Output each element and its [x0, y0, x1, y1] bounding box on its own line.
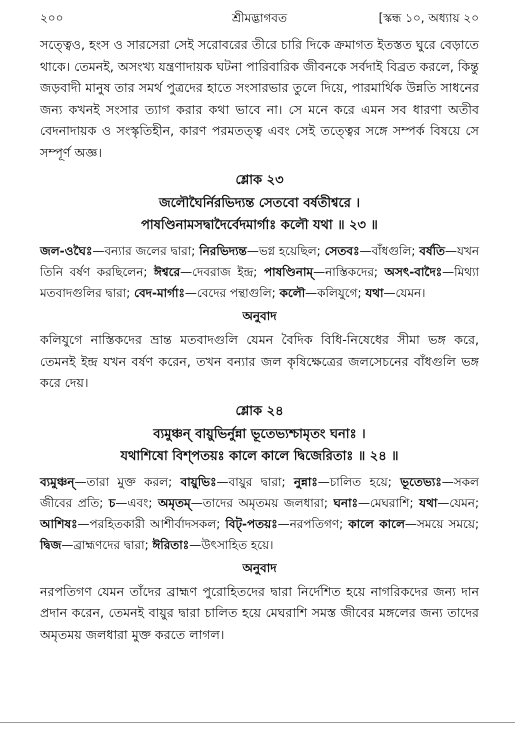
verse-24-number: শ্লোক ২৪ [235, 403, 284, 419]
synonym-meaning: —দেবরাজ ইন্দ্র; [180, 265, 264, 279]
page-number: ২০০ [40, 11, 64, 25]
verse-23-line-2: পাষণ্ডিনামসদ্বাদৈর্বেদমার্গাঃ কলৌ যথা ॥ ২৩ ॥ [141, 218, 378, 233]
synonym-meaning: —মেঘরাশি; [357, 495, 420, 510]
synonym-term: বিট্-পতয়ঃ [225, 516, 278, 531]
synonym-term: অসৎ-বাদৈঃ [384, 265, 443, 279]
synonym-meaning: —নরপতিগণ; [277, 516, 349, 531]
page-bottom-rule [0, 722, 515, 723]
synonym-meaning: —যখন তিনি বর্ষণ করছিলেন; [40, 244, 479, 279]
synonym-term: বেদ-মার্গাঃ [134, 286, 185, 300]
verse-23-line-1: জলৌঘৈর্নিরভিদ্যন্ত সেতবো বর্ষতীশ্বরে । [158, 196, 361, 211]
synonym-meaning: —বন্যার জলের দ্বারা; [92, 244, 200, 258]
synonym-meaning: —উৎসাহিত হয়ে। [189, 537, 274, 552]
synonym-meaning: —সকল জীবের প্রতি; [40, 474, 479, 510]
synonym-term: আশিষঃ [40, 516, 78, 531]
synonym-term: সেতবঃ [324, 244, 360, 258]
synonym-meaning: —পরহিতকারী আশীর্বাদসকল; [77, 516, 226, 531]
running-header [40, 6, 479, 28]
synonym-meaning: —কলিযুগে; [305, 286, 366, 300]
book-title: শ্রীমদ্ভাগবত [231, 11, 287, 25]
synonym-term: ঈরিতাঃ [152, 537, 190, 552]
synonym-meaning: —সময়ে সময়ে; [404, 516, 479, 531]
synonym-meaning: —তারা মুক্ত করল; [74, 474, 181, 489]
synonym-term: অমৃতম্ [157, 495, 191, 510]
synonym-term: চ [108, 495, 116, 510]
synonym-meaning: —বেদের পন্থাগুলি; [184, 286, 280, 300]
synonym-meaning: —ভগ্ন হয়েছিল; [246, 244, 325, 258]
verse-23-synonyms [40, 241, 479, 304]
synonym-meaning: —এবং; [115, 495, 158, 510]
verse-23-translation: কলিযুগে নাস্তিকদের ভ্রান্ত মতবাদগুলি যেমন বৈদিক বিধি-নিষেধের সীমা ভঙ্গ করে, তেমনই ইন্দ্র যখন বর্ষণ করেন, তখন বন্যার জল কৃষিক্ষেত্রের জলসেচনের বাঁধগুলি ভঙ্গ করে দেয়। [40, 332, 479, 390]
verse-24-line-1: ব্যমুঞ্চন্ বায়ুভির্নুন্না ভূতেভ্যশ্চামৃতং ঘনাঃ । [153, 426, 366, 442]
verse-23-number: শ্লোক ২৩ [235, 173, 284, 188]
synonym-term: নুন্নাঃ [293, 474, 318, 489]
synonym-meaning: —তাদের অমৃতময় জলধারা; [190, 495, 334, 510]
verse-24-translation-heading: অনুবাদ [242, 560, 277, 575]
synonym-meaning: —বাঁধগুলি; [359, 244, 420, 258]
synonym-meaning: —ব্রাহ্মণদের দ্বারা; [61, 537, 153, 552]
synonym-meaning: —যেমন। [383, 286, 426, 300]
synonym-meaning: —চালিত হয়ে; [317, 474, 401, 489]
verse-24-translation: নরপতিগণ যেমন তাঁদের ব্রাহ্মণ পুরোহিতদের দ্বারা নির্দেশিত হয়ে নাগরিকদের জন্য দান প্রদান করেন, তেমনই বায়ুর দ্বারা চালিত হয়ে মেঘরাশি সমস্ত জীবের মঙ্গলের জন্য তাদের অমৃতময় জলধারা মুক্ত করতে লাগল। [40, 583, 479, 642]
synonym-term: দ্বিজ [40, 537, 62, 552]
synonym-term: ঘনাঃ [333, 495, 358, 510]
verse-23-translation-heading: অনুবাদ [242, 309, 277, 323]
synonym-term: যথা [419, 495, 438, 510]
synonym-term: পাষণ্ডিনাম্ [263, 265, 314, 279]
synonym-meaning: —বায়ুর দ্বারা; [216, 474, 294, 489]
verse-24-line-2: যথাশিষো বিশ্পতয়ঃ কালে কালে দ্বিজেরিতাঃ ॥ ২৪ ॥ [120, 448, 399, 464]
section-reference: [স্কন্ধ ১০, অধ্যায় ২০ [378, 11, 479, 25]
synonym-term: ঈশ্বরে [154, 265, 181, 279]
synonym-term: ব্যমুঞ্চন্ [40, 474, 75, 489]
synonym-term: কালে কালে [348, 516, 405, 531]
verse-24-block [40, 402, 479, 646]
synonym-term: ভূতেভ্যঃ [400, 474, 442, 489]
synonym-meaning: —মিথ্যা মতবাদগুলির দ্বারা; [40, 265, 479, 300]
synonym-term: বর্ষতি [419, 244, 446, 258]
synonym-term: বায়ুভিঃ [180, 474, 217, 489]
purport-continuation: সত্ত্বেও, হংস ও সারসেরা সেই সরোবরের তীরে চারি দিকে ক্রমাগত ইতস্তত ঘুরে বেড়াতে থাকে। তেমনই, অসংখ্য যন্ত্রণাদায়ক ঘটনা পারিবারিক জীবনকে সর্বদাই বিব্রত করলে, কিন্তু জড়বাদী মানুষ তার সমর্থ পুত্রদের হাতে সংসারভার তুলে দিয়ে, পারমার্থিক উন্নতি সাধনের জন্য কখনই সংসার ত্যাগ করার কথা ভাবে না। সে মনে করে এমন সব ধারণা অতীব বেদনাদায়ক ও সংস্কৃতিহীন, কারণ পরমতত্ত্ব এবং সেই তত্ত্বের সঙ্গে সম্পর্ক বিষয়ে সে সম্পূর্ণ অজ্ঞ। [40, 37, 479, 160]
synonym-term: নিরভিদ্যন্ত [199, 244, 247, 258]
synonym-term: কলৌ [279, 286, 306, 300]
synonym-meaning: —নাস্তিকদের; [313, 265, 385, 279]
synonym-term: যথা [365, 286, 384, 300]
synonym-term: জল-ওঘৈঃ [40, 244, 93, 258]
synonym-meaning: —যেমন; [437, 495, 479, 510]
verse-24-synonyms [40, 472, 479, 556]
verse-23-block [40, 171, 479, 394]
